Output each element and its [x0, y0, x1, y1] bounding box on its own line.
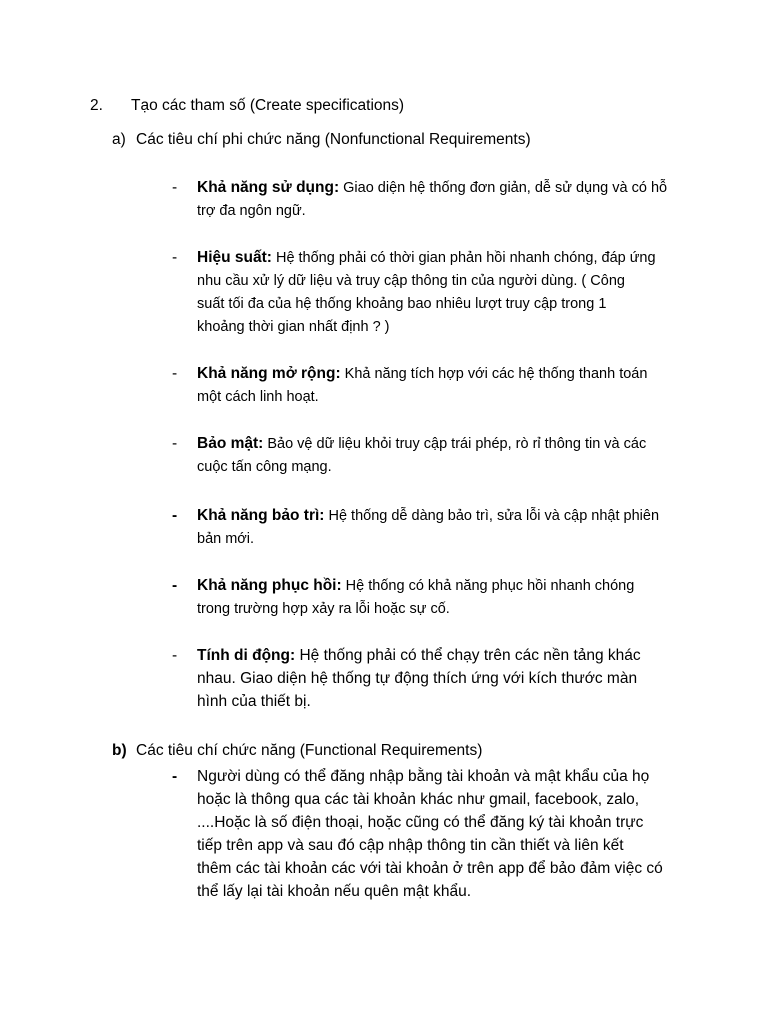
item-text: trong trường hợp xảy ra lỗi hoặc sự cố. — [197, 601, 450, 617]
item-text: cuộc tấn công mạng. — [197, 459, 332, 475]
item-text: Bảo vệ dữ liệu khỏi truy cập trái phép, rò rỉ thông tin và các — [263, 436, 647, 452]
item-keyword: Tính di động: — [197, 647, 296, 664]
item-keyword: Khả năng mở rộng: — [197, 365, 341, 382]
item-text: tiếp trên app và sau đó cập nhập thông tin cần thiết và liên kết — [197, 837, 624, 854]
item-text: hình của thiết bị. — [197, 693, 311, 710]
item-text: ....Hoặc là số điện thoại, hoặc cũng có thể đăng ký tài khoản trực — [197, 814, 644, 831]
item-keyword: Hiệu suất: — [197, 249, 272, 266]
bullet-dash: - — [172, 435, 178, 452]
functional-title: Các tiêu chí chức năng (Functional Requirements) — [136, 742, 483, 759]
nonfunctional-title: Các tiêu chí phi chức năng (Nonfunctional Requirements) — [136, 131, 531, 148]
item-keyword: Bảo mật: — [197, 435, 264, 452]
item-text: thể lấy lại tài khoản nếu quên mật khẩu. — [197, 883, 472, 900]
bullet-dash: - — [172, 768, 178, 785]
item-keyword: Khả năng phục hồi: — [197, 577, 342, 594]
item-text: một cách linh hoạt. — [197, 389, 319, 405]
item-text: Hệ thống có khả năng phục hồi nhanh chóng — [341, 578, 635, 594]
item-text: Hệ thống phải có thể chạy trên các nền tảng khác — [295, 647, 641, 664]
item-text: nhau. Giao diện hệ thống tự động thích ứng với kích thước màn — [197, 670, 638, 687]
item-text: Người dùng có thể đăng nhập bằng tài khoản và mật khẩu của họ — [197, 768, 650, 785]
section-title: Tạo các tham số (Create specifications) — [131, 97, 405, 114]
item-text: nhu cầu xử lý dữ liệu và truy cập thông tin của người dùng. ( Công — [197, 273, 625, 289]
item-text: Hệ thống dễ dàng bảo trì, sửa lỗi và cập nhật phiên — [324, 508, 660, 524]
item-text: hoặc là thông qua các tài khoản khác như gmail, facebook, zalo, — [197, 791, 640, 808]
section-number: 2. — [90, 97, 103, 114]
bullet-dash: - — [172, 249, 178, 266]
bullet-dash: - — [172, 507, 178, 524]
item-text: bản mới. — [197, 531, 255, 547]
item-keyword: Khả năng bảo trì: — [197, 507, 325, 524]
bullet-dash: - — [172, 365, 178, 382]
item-text: thêm các tài khoản các với tài khoản ở trên app để bảo đảm việc có — [197, 860, 663, 877]
bullet-dash: - — [172, 179, 178, 196]
item-text: Khả năng tích hợp với các hệ thống thanh toán — [340, 366, 648, 382]
nonfunctional-heading — [112, 130, 531, 150]
item-text: khoảng thời gian nhất định ? ) — [197, 319, 390, 335]
item-text: Giao diện hệ thống đơn giản, dễ sử dụng và có hỗ — [339, 180, 668, 196]
nonfunctional-label: a) — [112, 131, 126, 148]
bullet-dash: - — [172, 577, 178, 594]
bullet-dash: - — [172, 647, 178, 664]
item-text: Hệ thống phải có thời gian phản hồi nhanh chóng, đáp ứng — [271, 250, 656, 266]
item-text: trợ đa ngôn ngữ. — [197, 203, 306, 219]
item-keyword: Khả năng sử dụng: — [197, 179, 340, 196]
functional-heading — [112, 741, 482, 761]
item-text: suất tối đa của hệ thống khoảng bao nhiêu lượt truy cập trong 1 — [197, 296, 607, 312]
functional-label: b) — [112, 742, 127, 759]
